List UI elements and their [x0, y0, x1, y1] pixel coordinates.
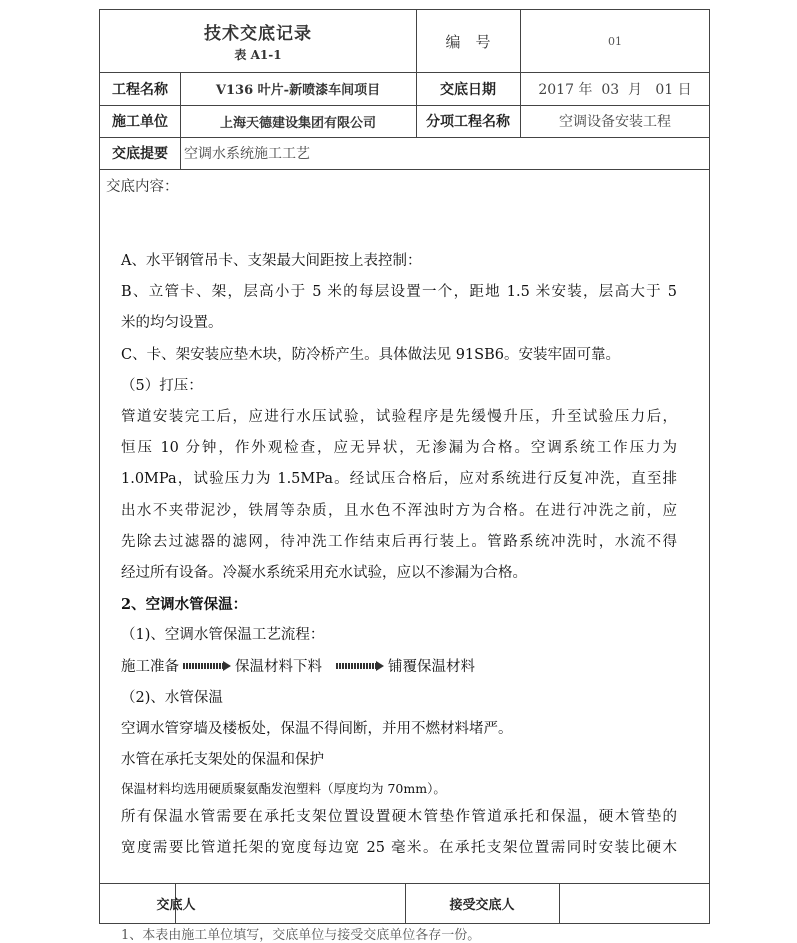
paragraph: B、立管卡、架，层高小于 5 米的每层设置一个，距地 1.5 米安装，层高大于 5: [121, 284, 677, 301]
number-value: 01: [608, 34, 622, 48]
content-label: 交底内容：: [106, 178, 179, 195]
right-arrow-icon: [336, 652, 384, 683]
number-label: 编 号: [445, 32, 491, 51]
summary-label: 交底提要: [112, 146, 168, 162]
process-flow: [121, 652, 677, 683]
paragraph: 先除去过滤器的滤网，待冲洗工作结束后再行装上。管路系统冲洗时，水流不得: [121, 533, 677, 550]
footnote: 1、本表由施工单位填写，交底单位与接受交底单位各存一份。: [121, 928, 481, 943]
construction-unit-value: 上海天德建设集团有限公司: [219, 115, 376, 131]
paragraph: 经过所有设备。冷凝水系统采用充水试验，应以不渗漏为合格。: [121, 565, 527, 582]
summary-value: 空调水系统施工工艺: [184, 146, 310, 162]
paragraph: A、水平钢管吊卡、支架最大间距按上表控制：: [121, 253, 422, 269]
paragraph: （5）打压：: [121, 377, 203, 394]
receiver-label: 接受交底人: [449, 898, 515, 913]
form-title-cell: [100, 10, 416, 72]
paragraph: 空调水管穿墙及楼板处，保温不得间断，并用不燃材料堵严。: [121, 720, 513, 737]
paragraph: 1.0MPa，试验压力为 1.5MPa。经试压合格后，应对系统进行反复冲洗，直至排: [121, 471, 677, 488]
form-title: 技术交底记录: [204, 24, 312, 44]
paragraph: 恒压 10 分钟，作外观检查，应无异状，无渗漏为合格。空调系统工作压力为: [121, 440, 677, 457]
flow-step: 保温材料下料: [235, 658, 322, 675]
paragraph: （2)、水管保温: [121, 689, 223, 706]
row-divider: [100, 169, 709, 170]
disclosure-content: [121, 246, 677, 865]
paragraph: 宽度需要比管道托架的宽度每边宽 25 毫米。在承托支架位置需同时安装比硬木: [121, 840, 677, 857]
paragraph: 保温材料均选用硬质聚氨酯发泡塑料（厚度均为 70mm）。: [121, 781, 446, 797]
paragraph: 所有保温水管需要在承托支架位置设置硬木管垫作管道承托和保温，硬木管垫的: [121, 809, 677, 826]
form-subtitle: 表 A1-1: [234, 48, 282, 62]
paragraph: 米的均匀设置。: [121, 315, 223, 332]
subproject-name-value: 空调设备安装工程: [559, 114, 671, 130]
flow-step: 施工准备: [121, 658, 179, 675]
right-arrow-icon: [183, 652, 231, 683]
section-heading: 2、空调水管保温：: [121, 596, 248, 614]
presenter-label: 交底人: [156, 898, 196, 913]
project-name-value: V136 叶片-新喷漆车间项目: [215, 83, 381, 98]
paragraph: 出水不夹带泥沙，铁屑等杂质，且水色不浑浊时方为合格。在进行冲洗之前，应: [121, 502, 677, 519]
disclosure-date-value: 2017 年 03 月 01 日: [538, 81, 692, 98]
paragraph: 水管在承托支架处的保温和保护: [121, 752, 324, 769]
disclosure-date-label: 交底日期: [440, 81, 496, 98]
construction-unit-label: 施工单位: [112, 114, 168, 130]
paragraph: C、卡、架安装应垫木块，防冷桥产生。具体做法见 91SB6。安装牢固可靠。: [121, 346, 620, 363]
paragraph: 管道安装完工后，应进行水压试验，试验程序是先缓慢升压，升至试验压力后，: [121, 409, 677, 426]
col-divider: [559, 883, 560, 924]
subproject-name-label: 分项工程名称: [426, 114, 510, 130]
flow-step: 铺覆保温材料: [388, 658, 475, 675]
project-name-label: 工程名称: [112, 81, 168, 98]
paragraph: （1)、空调水管保温工艺流程：: [121, 627, 325, 644]
